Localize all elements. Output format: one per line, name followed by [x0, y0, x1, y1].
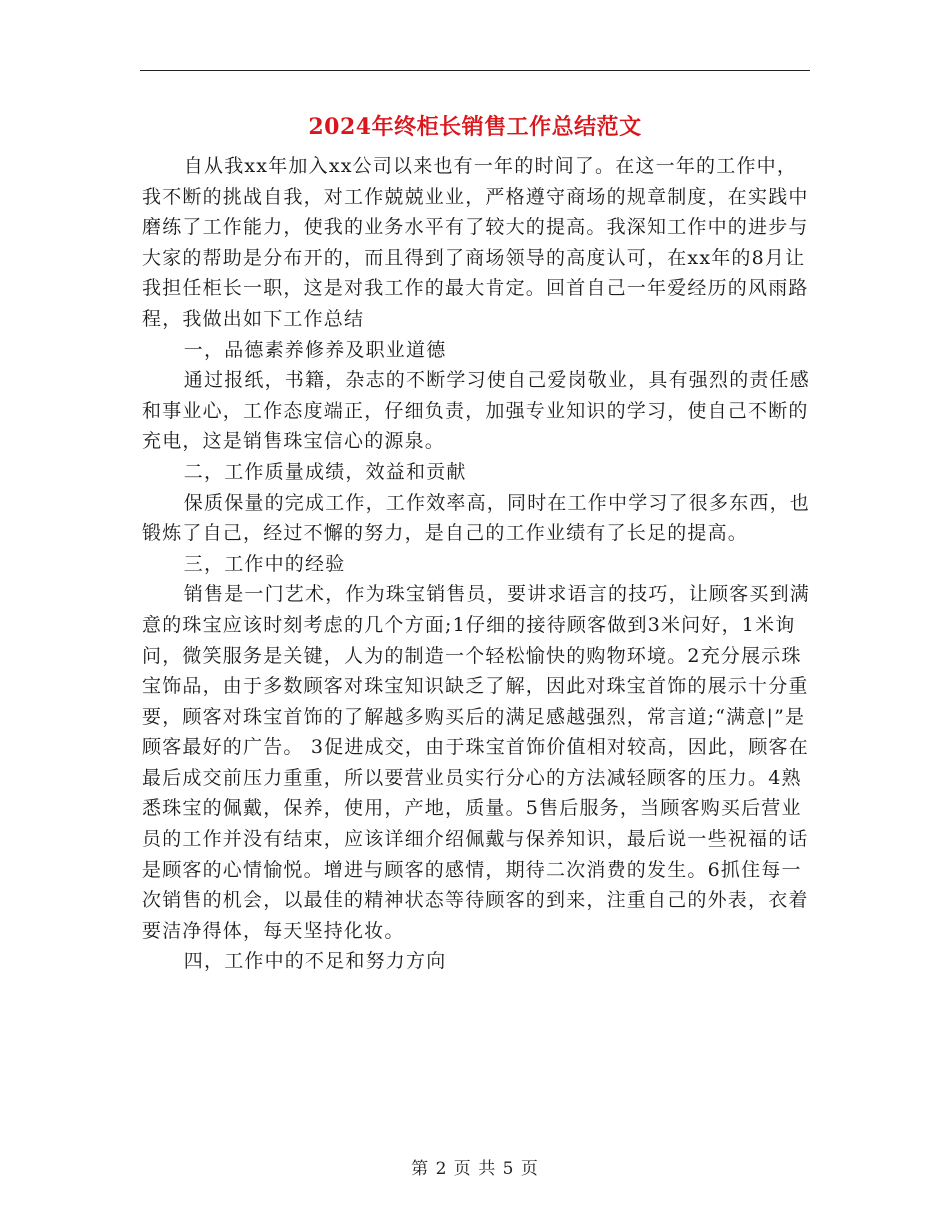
- section-heading-1: 一，品德素养修养及职业道德: [183, 338, 447, 361]
- page-number-footer: 第 2 页 共 5 页: [411, 1159, 539, 1179]
- section-paragraph-3: 销售是一门艺术，作为珠宝销售员，要讲求语言的技巧，让顾客买到满意的珠宝应该时刻考虑的几个方面;1仔细的接待顾客做到3米问好，1米询问，微笑服务是关键，人为的制造一个轻松愉快的购物环境。2充分展示珠宝饰品，由于多数顾客对珠宝知识缺乏了解，因此对珠宝首饰的展示十分重要，顾客对珠宝首饰的了解越多购买后的满足感越强烈，常言道;“满意|”是顾客最好的广告。 3促进成交，由于珠宝首饰价值相对较高，因此，顾客在最后成交前压力重重，所以要营业员实行分心的方法减轻顾客的压力。4熟悉珠宝的佩戴，保养，使用，产地，质量。5售后服务，当顾客购买后营业员的工作并没有结束，应该详细介绍佩戴与保养知识，最后说一些祝福的话是顾客的心情愉悦。增进与顾客的感情，期待二次消费的发生。6抓住每一次销售的机会，以最佳的精神状态等待顾客的到来，注重自己的外表，衣着要洁净得体，每天坚持化妆。: [142, 583, 810, 942]
- section-heading-2: 二，工作质量成绩，效益和贡献: [183, 460, 467, 483]
- section-heading-4: 四，工作中的不足和努力方向: [183, 950, 447, 973]
- section-heading-3: 三，工作中的经验: [183, 552, 346, 575]
- document-body: [142, 151, 812, 977]
- intro-paragraph: 自从我xx年加入xx公司以来也有一年的时间了。在这一年的工作中，我不断的挑战自我，对工作兢兢业业，严格遵守商场的规章制度，在实践中磨练了工作能力，使我的业务水平有了较大的提高。我深知工作中的进步与大家的帮助是分布开的，而且得到了商场领导的高度认可，在xx年的8月让我担任柜长一职，这是对我工作的最大肯定。回首自己一年爱经历的风雨路程，我做出如下工作总结: [142, 155, 809, 330]
- document-title: 2024年终柜长销售工作总结范文: [308, 114, 642, 140]
- header-rule: [140, 70, 810, 71]
- section-paragraph-1: 通过报纸，书籍，杂志的不断学习使自己爱岗敬业，具有强烈的责任感和事业心，工作态度端正，仔细负责，加强专业知识的学习，使自己不断的充电，这是销售珠宝信心的源泉。: [142, 369, 810, 453]
- section-paragraph-2: 保质保量的完成工作，工作效率高，同时在工作中学习了很多东西，也锻炼了自己，经过不懈的努力，是自己的工作业绩有了长足的提高。: [142, 491, 810, 545]
